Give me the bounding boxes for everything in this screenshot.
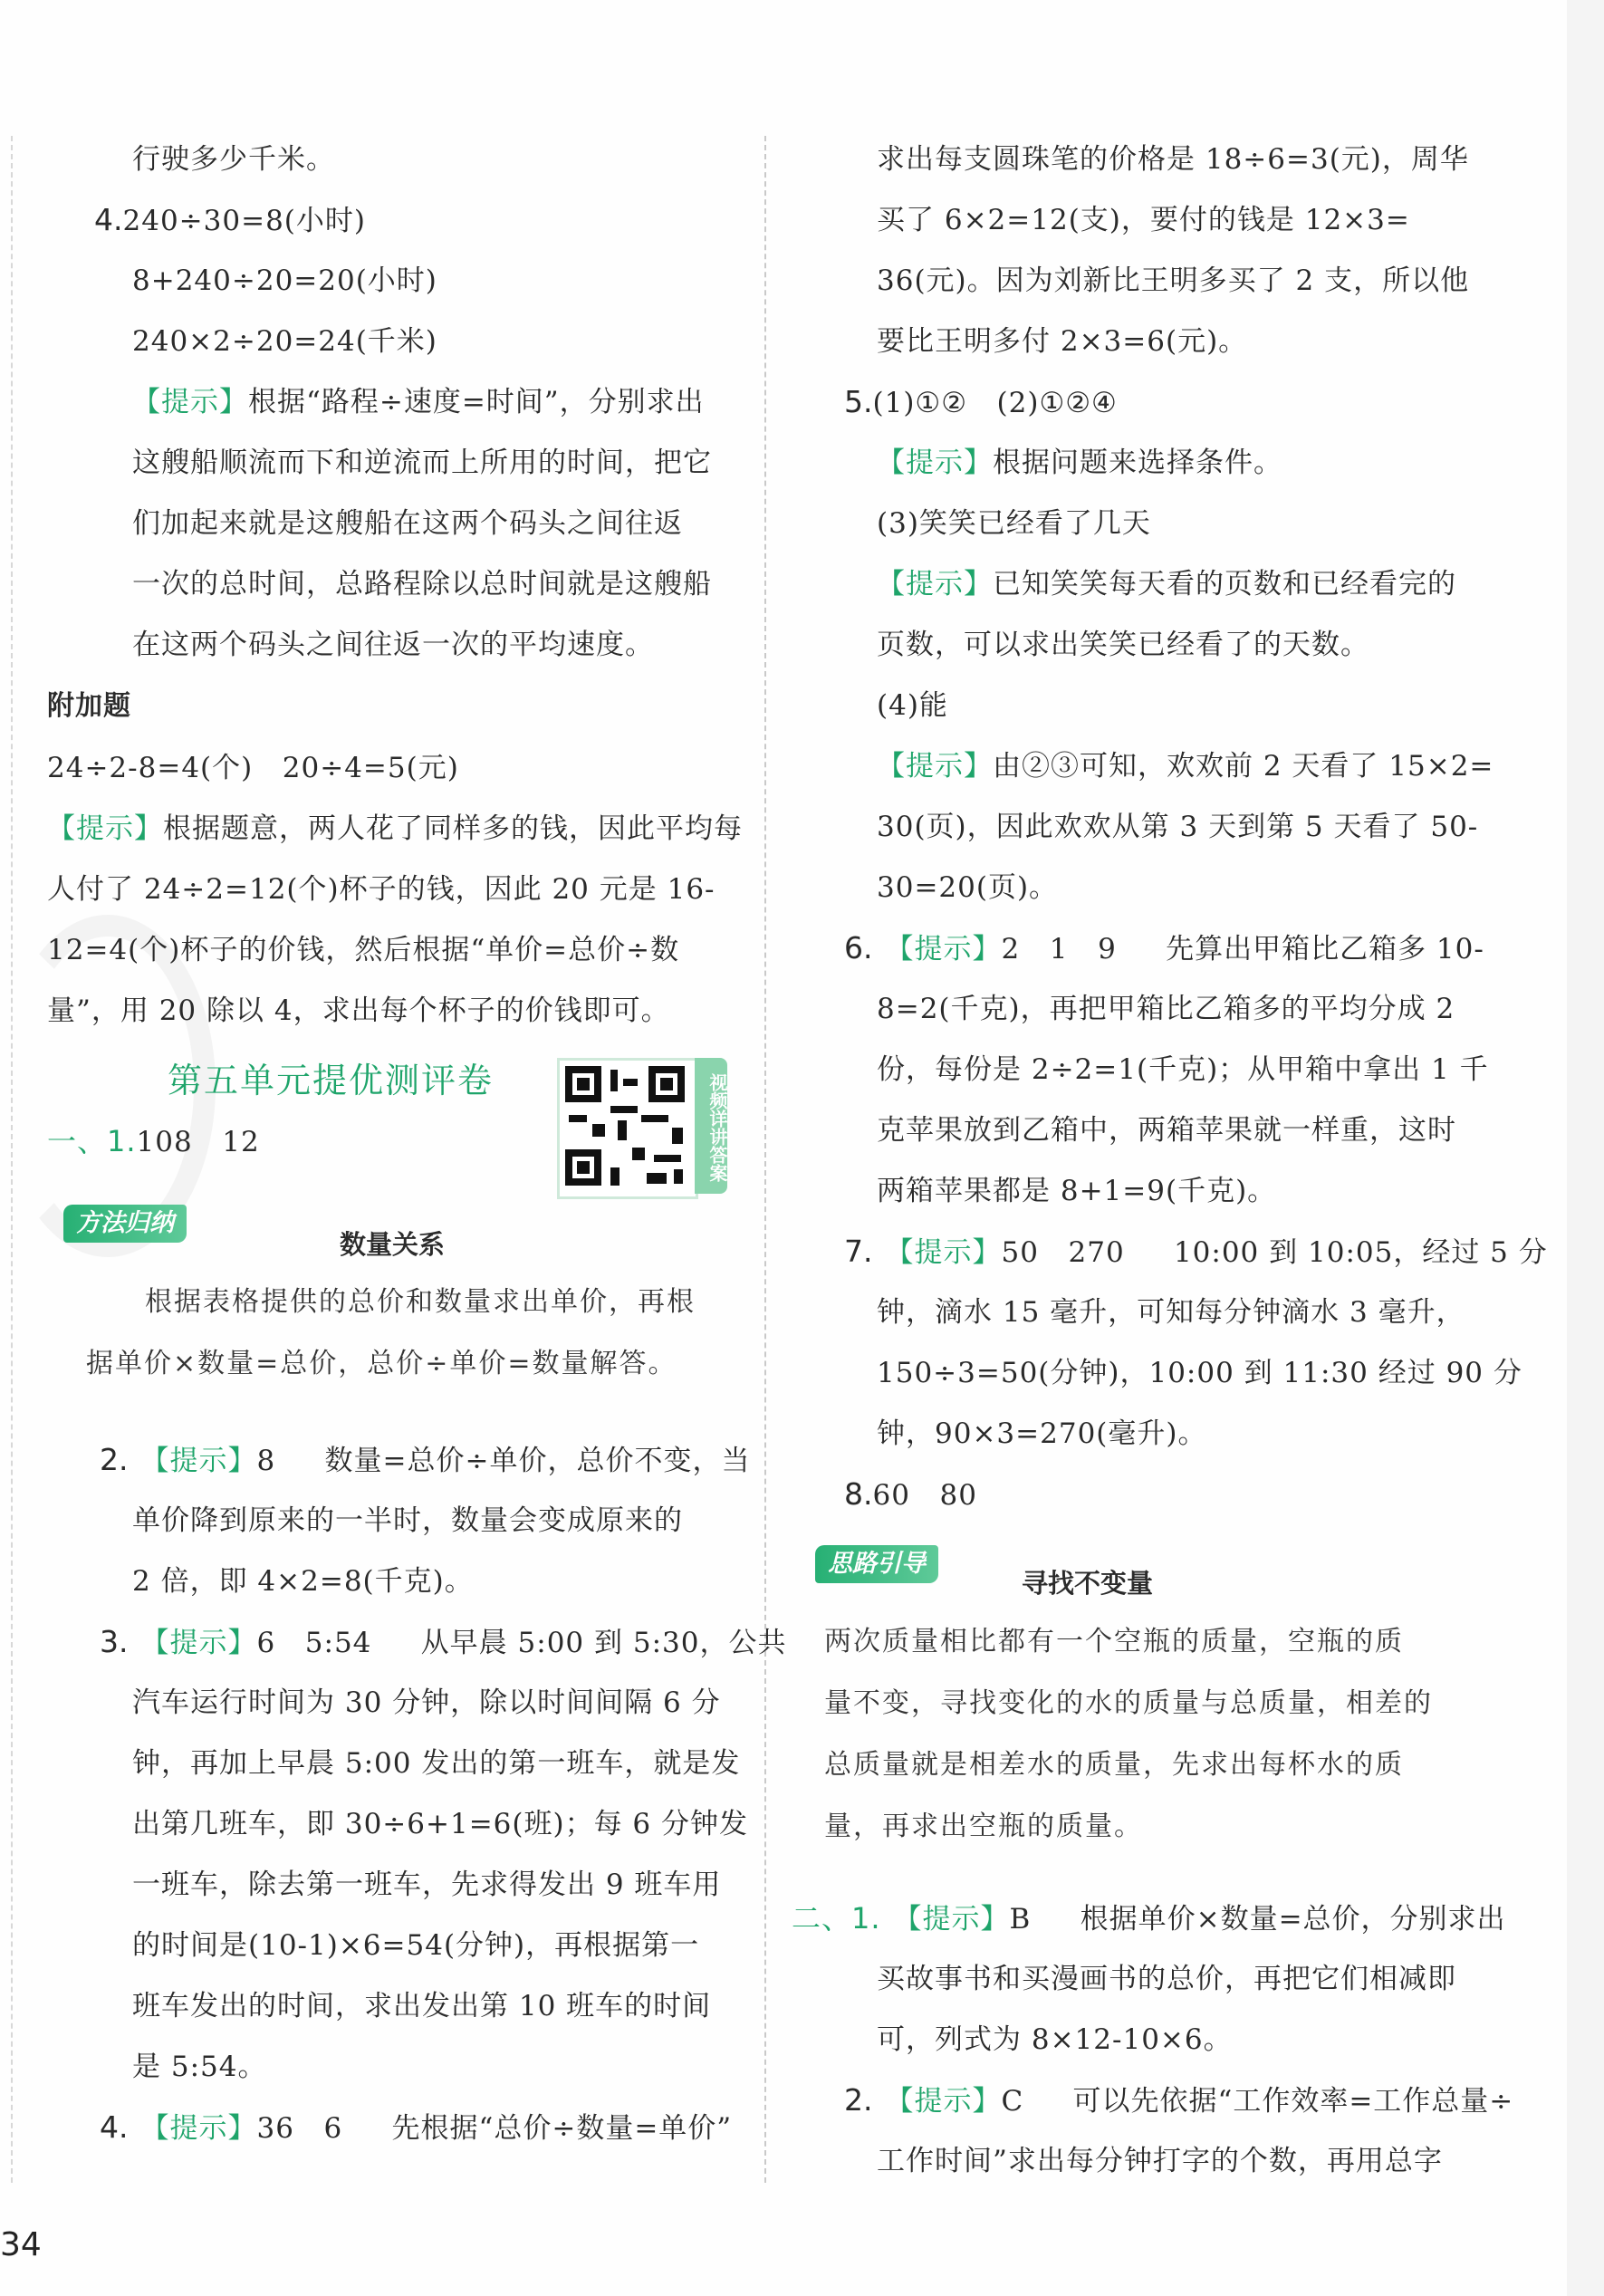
section-2-answer-1: 二、1. 【提示】B 根据单价×数量=总价，分别求出 [792, 1901, 1506, 1936]
line: 人付了 24÷2=12(个)杯子的钱，因此 20 元是 16- [47, 873, 716, 906]
line: 页数，可以求出笑笑已经看了的天数。 [877, 629, 1369, 661]
line: 汽车运行时间为 30 分钟，除以时间间隔 6 分 [132, 1686, 721, 1719]
line: 行驶多少千米。 [132, 143, 335, 176]
line: 这艘船顺流而下和逆流而上所用的时间，把它 [132, 447, 712, 479]
answer-7: 7. 【提示】50 270 10:00 到 10:05，经过 5 分 [844, 1234, 1548, 1269]
line: 240×2÷20=24(千米) [132, 325, 437, 358]
column-divider [764, 136, 766, 2183]
line: 钟，滴水 15 毫升，可知每分钟滴水 3 毫升， [877, 1296, 1465, 1329]
line: 30(页)，因此欢欢从第 3 天到第 5 天看了 50- [877, 811, 1479, 843]
line: 在这两个码头之间往返一次的平均速度。 [132, 629, 654, 661]
method-title: 数量关系 [340, 1229, 446, 1260]
line: 单价降到原来的一半时，数量会变成原来的 [132, 1504, 683, 1537]
section-1-answer-1: 一、1.108 12 [47, 1124, 260, 1158]
answer-2b: 2. 【提示】C 可以先依据“工作效率=工作总量÷ [844, 2082, 1514, 2118]
line: 12=4(个)杯子的价钱，然后根据“单价=总价÷数 [47, 934, 680, 966]
line: 要比王明多付 2×3=6(元)。 [877, 325, 1248, 358]
answer-6: 6. 【提示】2 1 9 先算出甲箱比乙箱多 10- [844, 930, 1484, 965]
line: 2 倍，即 4×2=8(千克)。 [132, 1565, 474, 1598]
method-badge: 方法归纳 [63, 1205, 187, 1243]
bonus-answer: 24÷2-8=4(个) 20÷4=5(元) [47, 752, 459, 784]
line: 工作时间”求出每分钟打字的个数，再用总字 [877, 2145, 1443, 2177]
line: 30=20(页)。 [877, 871, 1059, 904]
thinking-line: 量不变，寻找变化的水的质量与总质量，相差的 [824, 1687, 1433, 1719]
line: 钟，90×3=270(毫升)。 [877, 1417, 1207, 1450]
hint-line: 【提示】根据问题来选择条件。 [877, 447, 1282, 479]
hint-line: 【提示】由②③可知，欢欢前 2 天看了 15×2= [877, 750, 1494, 783]
line: 8+240÷20=20(小时) [132, 264, 437, 297]
answer-8: 8.60 80 [844, 1476, 977, 1512]
method-line: 根据表格提供的总价和数量求出单价，再根 [145, 1286, 696, 1318]
line: 可，列式为 8×12-10×6。 [877, 2023, 1233, 2056]
line: 求出每支圆珠笔的价格是 18÷6=3(元)，周华 [877, 143, 1469, 176]
thinking-line: 量，再求出空瓶的质量。 [824, 1811, 1143, 1842]
line: 一次的总时间，总路程除以总时间就是这艘船 [132, 568, 712, 600]
line: 的时间是(10-1)×6=54(分钟)，再根据第一 [132, 1929, 700, 1962]
line: (4)能 [877, 689, 948, 722]
line: 买故事书和买漫画书的总价，再把它们相减即 [877, 1963, 1456, 1995]
line: 是 5:54。 [132, 2051, 267, 2083]
line: 买了 6×2=12(支)，要付的钱是 12×3= [877, 204, 1410, 236]
line: 8=2(千克)，再把甲箱比乙箱多的平均分成 2 [877, 993, 1455, 1025]
qr-label: 视频详讲答案 [695, 1058, 727, 1194]
line: 36(元)。因为刘新比王明多买了 2 支，所以他 [877, 264, 1470, 297]
line: 两箱苹果都是 8+1=9(千克)。 [877, 1175, 1277, 1207]
thinking-title: 寻找不变量 [1022, 1568, 1154, 1599]
thinking-line: 总质量就是相差水的质量，先求出每杯水的质 [824, 1749, 1404, 1781]
answer-4b: 4. 【提示】36 6 先根据“总价÷数量=单价” [100, 2109, 733, 2145]
hint-line: 【提示】根据“路程÷速度=时间”，分别求出 [132, 386, 705, 418]
thinking-badge: 思路引导 [815, 1545, 938, 1583]
line: (3)笑笑已经看了几天 [877, 507, 1151, 540]
line: 出第几班车，即 30÷6+1=6(班)；每 6 分钟发 [132, 1808, 749, 1840]
line: 克苹果放到乙箱中，两箱苹果就一样重，这时 [877, 1114, 1456, 1147]
hint-line: 【提示】根据题意，两人花了同样多的钱，因此平均每 [47, 812, 743, 845]
line: 钟，再加上早晨 5:00 发出的第一班车，就是发 [132, 1747, 741, 1780]
page-edge-shade [1567, 0, 1604, 2296]
answer-3: 3. 【提示】6 5:54 从早晨 5:00 到 5:30，公共 [100, 1624, 787, 1659]
answer-5: 5.(1)①② (2)①②④ [844, 384, 1118, 419]
unit-title: 第五单元提优测评卷 [168, 1061, 495, 1100]
qr-code[interactable] [557, 1058, 698, 1199]
line: 们加起来就是这艘船在这两个码头之间往返 [132, 507, 683, 540]
line: 量”，用 20 除以 4，求出每个杯子的价钱即可。 [47, 994, 670, 1027]
page-number: 34 [0, 2226, 42, 2263]
line: 班车发出的时间，求出发出第 10 班车的时间 [132, 1990, 712, 2022]
hint-line: 【提示】已知笑笑每天看的页数和已经看完的 [877, 568, 1456, 600]
line: 150÷3=50(分钟)，10:00 到 11:30 经过 90 分 [877, 1357, 1522, 1389]
thinking-line: 两次质量相比都有一个空瓶的质量，空瓶的质 [824, 1626, 1404, 1657]
line: 一班车，除去第一班车，先求得发出 9 班车用 [132, 1869, 722, 1901]
line: 份，每份是 2÷2=1(千克)；从甲箱中拿出 1 千 [877, 1053, 1489, 1086]
answer-4: 4.240÷30=8(小时) [94, 202, 366, 237]
bonus-heading: 附加题 [47, 690, 131, 722]
answer-2: 2. 【提示】8 数量=总价÷单价，总价不变，当 [100, 1442, 751, 1477]
method-line: 据单价×数量=总价，总价÷单价=数量解答。 [86, 1348, 677, 1379]
